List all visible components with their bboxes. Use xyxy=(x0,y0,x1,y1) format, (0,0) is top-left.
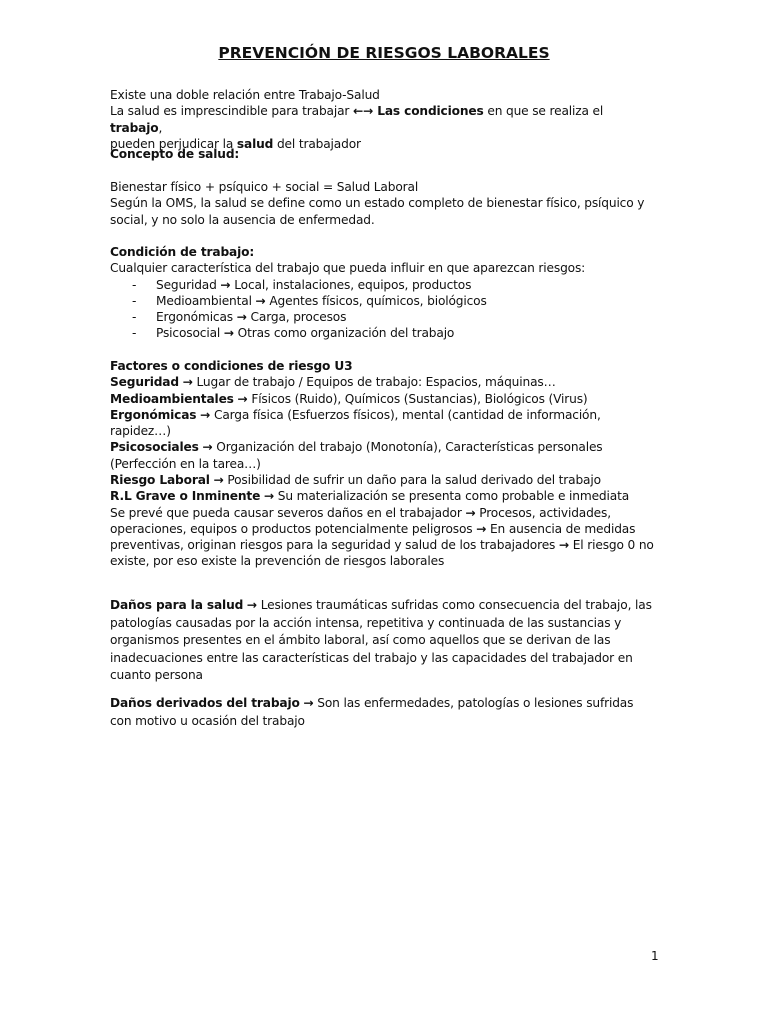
condicion-heading xyxy=(110,244,655,260)
danos-derivados xyxy=(110,695,655,730)
riesgo-grave xyxy=(110,488,655,504)
concepto-line-2: Según la OMS, la salud se define como un estado completo de bienestar físico, psíquico y social, y no solo la ausencia de enfermedad. xyxy=(110,196,645,227)
riesgo-grave-label: R.L Grave o Inminente xyxy=(110,489,261,504)
list-item-label: Psicosocial xyxy=(156,326,221,341)
condicion-section xyxy=(110,244,655,342)
concepto-body xyxy=(110,179,655,228)
danos-salud xyxy=(110,597,655,685)
factor-item xyxy=(110,439,655,472)
arrow-right-icon: → xyxy=(303,696,314,710)
factores-heading xyxy=(110,358,655,374)
arrow-right-icon: → xyxy=(220,277,231,292)
riesgo-laboral xyxy=(110,472,655,488)
condicion-intro: Cualquier característica del trabajo que pueda influir en que aparezcan riesgos: xyxy=(110,261,586,276)
riesgo-section xyxy=(110,472,655,570)
riesgo-laboral-label: Riesgo Laboral xyxy=(110,473,210,487)
prevision-text-2: Procesos, actividades, operaciones, equipos o productos potencialmente peligrosos xyxy=(110,505,611,536)
arrow-right-icon: → xyxy=(200,407,211,422)
concepto-section xyxy=(110,146,655,162)
factores-section xyxy=(110,358,655,472)
danos-derivados-section xyxy=(110,695,655,730)
factor-item xyxy=(110,374,655,390)
factor-text: Lugar de trabajo / Equipos de trabajo: Espacios, máquinas… xyxy=(196,375,556,390)
dash-bullet: - xyxy=(132,293,137,308)
list-item-label: Seguridad xyxy=(156,277,217,292)
concepto-heading xyxy=(110,146,655,162)
intro-bold-condiciones: Las condiciones xyxy=(373,104,484,119)
factores-heading-text: Factores o condiciones de riesgo U3 xyxy=(110,359,353,373)
prevision-text-3: En ausencia de medidas preventivas, originan riesgos para la seguridad y salud de los trabajadores xyxy=(110,521,636,553)
danos-salud-section xyxy=(110,597,655,685)
riesgo-prevision xyxy=(110,505,655,570)
intro-line-2-pre: La salud es imprescindible para trabajar xyxy=(110,104,354,119)
arrow-right-icon: → xyxy=(465,505,476,520)
arrow-right-icon: → xyxy=(237,391,248,406)
dash-bullet: - xyxy=(132,326,137,341)
concepto-heading-text: Concepto de salud: xyxy=(110,147,240,161)
arrow-right-icon: → xyxy=(182,375,193,390)
factor-text: Carga física (Esfuerzos físicos), mental (cantidad de información, rapidez…) xyxy=(110,407,601,439)
prevision-text-4: El riesgo 0 no existe, por eso existe la prevención de riesgos laborales xyxy=(110,538,654,569)
list-item xyxy=(110,277,655,293)
factor-label: Psicosociales xyxy=(110,440,199,455)
arrow-right-icon: → xyxy=(476,521,487,536)
list-item xyxy=(110,325,655,341)
condicion-heading-text: Condición de trabajo: xyxy=(110,245,255,259)
double-arrow-icon: ←→ xyxy=(353,104,374,119)
factor-label: Ergonómicas xyxy=(110,407,197,422)
factor-text: Físicos (Ruido), Químicos (Sustancias), Biológicos (Virus) xyxy=(251,391,588,406)
intro-line-2 xyxy=(110,103,655,136)
list-item xyxy=(110,309,655,325)
intro-line-3-pre: pueden perjudicar la xyxy=(110,136,237,151)
list-item-text: Otras como organización del trabajo xyxy=(237,326,455,341)
list-item-label: Medioambiental xyxy=(156,293,252,308)
arrow-right-icon: → xyxy=(223,326,234,341)
danos-salud-text: Lesiones traumáticas sufridas como consecuencia del trabajo, las patologías causadas por la acción intensa, repetitiva y continuada de las sustancias y organismos presentes en el ámbito laboral, así como aquellos que se derivan de las inadecuaciones entre las características del trabajo y las capacidades del trabajador en cuanto persona xyxy=(110,598,652,683)
list-item-text: Agentes físicos, químicos, biológicos xyxy=(269,293,487,308)
arrow-right-icon: → xyxy=(246,598,257,612)
factor-item xyxy=(110,407,655,440)
intro-section xyxy=(110,87,655,152)
dash-bullet: - xyxy=(132,310,137,325)
list-item xyxy=(110,293,655,309)
factor-item xyxy=(110,391,655,407)
danos-derivados-text: Son las enfermedades, patologías o lesiones sufridas con motivo u ocasión del trabajo xyxy=(110,696,634,728)
intro-bold-salud: salud xyxy=(236,136,274,151)
arrow-right-icon: → xyxy=(236,310,247,325)
factor-label: Medioambientales xyxy=(110,391,234,406)
riesgo-laboral-text: Posibilidad de sufrir un daño para la salud derivado del trabajo xyxy=(227,473,601,487)
document-title: PREVENCIÓN DE RIESGOS LABORALES xyxy=(218,44,550,62)
intro-line-2-mid: en que se realiza el xyxy=(483,104,604,119)
page-number: 1 xyxy=(651,949,659,963)
concepto-line-1: Bienestar físico + psíquico + social = Salud Laboral xyxy=(110,180,419,194)
arrow-right-icon: → xyxy=(202,440,213,455)
arrow-right-icon: → xyxy=(213,473,224,487)
intro-line-1: Existe una doble relación entre Trabajo-Salud xyxy=(110,88,380,102)
arrow-right-icon: → xyxy=(263,489,275,504)
dash-bullet: - xyxy=(132,277,137,292)
arrow-right-icon: → xyxy=(255,293,266,308)
factor-label: Seguridad xyxy=(110,375,179,390)
arrow-right-icon: → xyxy=(558,538,570,553)
condicion-list xyxy=(110,277,655,342)
danos-salud-label: Daños para la salud xyxy=(110,598,244,612)
list-item-text: Local, instalaciones, equipos, productos xyxy=(234,277,472,292)
prevision-text-1: Se prevé que pueda causar severos daños en el trabajador xyxy=(110,505,466,520)
list-item-text: Carga, procesos xyxy=(250,310,347,325)
list-item-label: Ergonómicas xyxy=(156,310,233,325)
intro-bold-trabajo: trabajo xyxy=(110,120,159,135)
factor-text: Organización del trabajo (Monotonía), Características personales (Perfección en la tarea…) xyxy=(110,440,603,471)
riesgo-grave-text: Su materialización se presenta como probable e inmediata xyxy=(277,489,630,504)
intro-line-2-post: , xyxy=(158,120,163,135)
danos-derivados-label: Daños derivados del trabajo xyxy=(110,696,300,710)
intro-line-3-post: del trabajador xyxy=(273,136,361,151)
